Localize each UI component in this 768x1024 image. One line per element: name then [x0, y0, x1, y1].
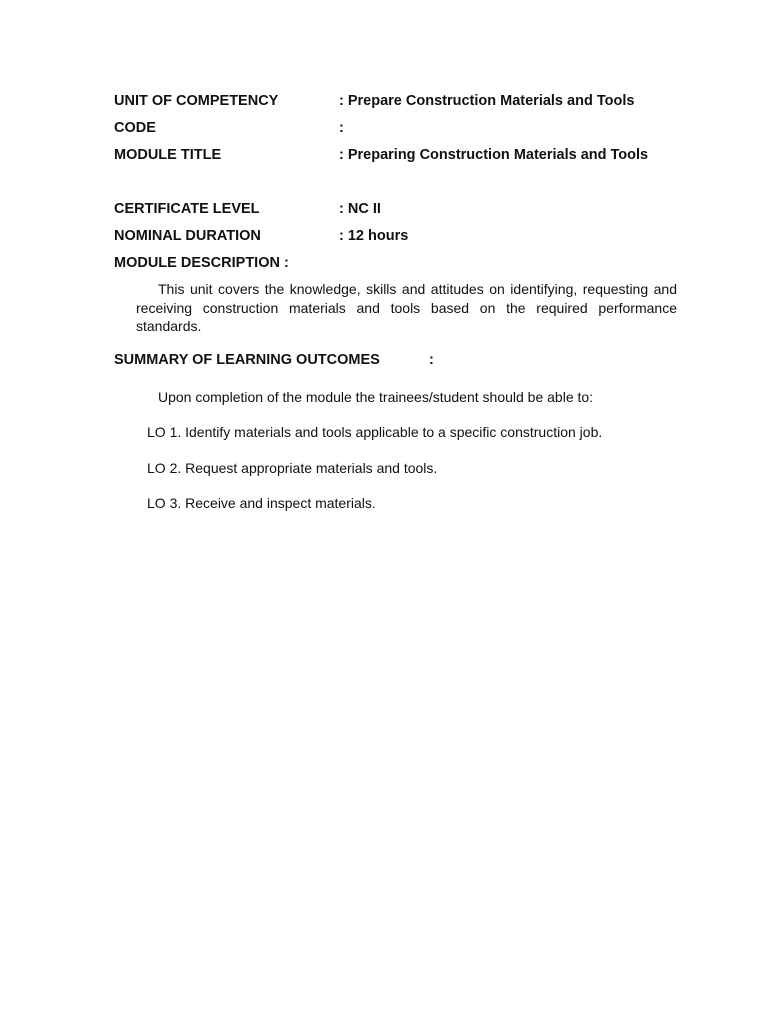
- code-row: [114, 119, 344, 137]
- certificate-level-value: : NC II: [339, 201, 381, 217]
- learning-outcome-2: LO 2. Request appropriate materials and tools.: [147, 460, 438, 476]
- certificate-level-row: [114, 200, 381, 218]
- nominal-duration-value: : 12 hours: [339, 228, 409, 244]
- summary-intro: Upon completion of the module the trainees/student should be able to:: [158, 389, 594, 405]
- learning-outcome-1: LO 1. Identify materials and tools applicable to a specific construction job.: [147, 424, 603, 440]
- module-title-value: : Preparing Construction Materials and Tools: [339, 147, 649, 163]
- code-label: CODE: [114, 120, 156, 136]
- learning-outcome-3: LO 3. Receive and inspect materials.: [147, 495, 376, 511]
- certificate-level-label: CERTIFICATE LEVEL: [114, 201, 260, 217]
- summary-label: SUMMARY OF LEARNING OUTCOMES: [114, 352, 380, 368]
- module-description-heading: [114, 254, 289, 272]
- unit-of-competency-value: : Prepare Construction Materials and Tools: [339, 93, 635, 109]
- summary-colon: :: [429, 352, 434, 368]
- nominal-duration-row: [114, 227, 408, 245]
- module-title-label: MODULE TITLE: [114, 147, 222, 163]
- unit-of-competency-label: UNIT OF COMPETENCY: [114, 93, 279, 109]
- unit-of-competency-row: [114, 92, 634, 110]
- module-description-text: This unit covers the knowledge, skills and attitudes on identifying, requesting and receiving construction materials and tools based on the required performance standards.: [136, 281, 677, 334]
- module-description-label: MODULE DESCRIPTION :: [114, 255, 289, 271]
- code-value: :: [339, 120, 344, 136]
- nominal-duration-label: NOMINAL DURATION: [114, 228, 261, 244]
- module-title-row: [114, 146, 648, 164]
- summary-heading: [114, 351, 434, 369]
